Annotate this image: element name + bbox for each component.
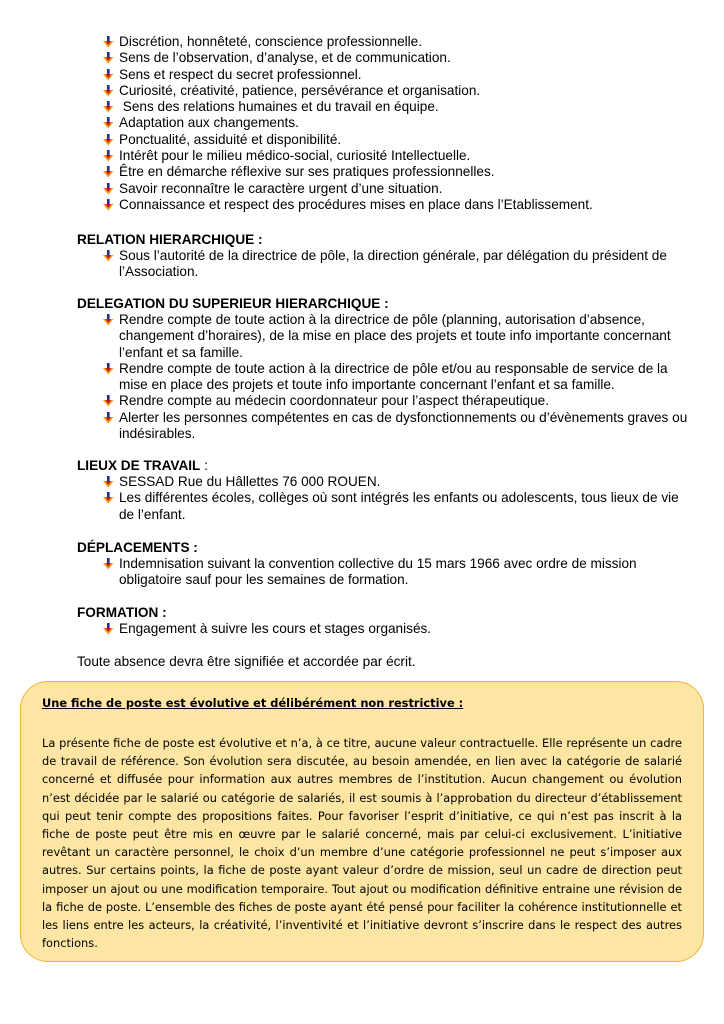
arrow-down-bullet-icon [101,100,115,114]
list-item-text: Ponctualité, assiduité et disponibilité. [119,131,342,147]
section-list [101,556,697,589]
section-heading: FORMATION : [77,605,167,620]
list-item [101,99,701,115]
fiche-box-title: Une fiche de poste est évolutive et délibérément non restrictive : [42,696,464,710]
list-item [101,132,701,148]
list-item [101,67,701,83]
arrow-down-bullet-icon [101,313,115,327]
list-item-text: Sens et respect du secret professionnel. [119,66,362,82]
section-deplacements [77,540,697,589]
list-item [101,197,701,213]
arrow-down-bullet-icon [101,149,115,163]
list-item [101,621,697,637]
arrow-down-bullet-icon [101,557,115,571]
list-item [101,490,697,523]
list-item-text: Alerter les personnes compétentes en cas de dysfonctionnements ou d’évènements graves ou indésirables. [119,409,688,442]
arrow-down-bullet-icon [101,133,115,147]
section-delegation [77,296,697,442]
list-item [101,181,701,197]
list-item [101,248,697,281]
section-relation-hierarchique [77,232,697,281]
arrow-down-bullet-icon [101,51,115,65]
section-heading: DELEGATION DU SUPERIEUR HIERARCHIQUE : [77,296,389,311]
list-item-text: Savoir reconnaître le caractère urgent d’une situation. [119,180,443,196]
arrow-down-bullet-icon [101,35,115,49]
section-heading [77,458,697,474]
arrow-down-bullet-icon [101,68,115,82]
list-item-text: Être en démarche réflexive sur ses pratiques professionnelles. [119,164,495,180]
arrow-down-bullet-icon [101,394,115,408]
list-item [101,361,697,394]
section-heading-suffix: : [200,458,208,473]
section-heading: RELATION HIERARCHIQUE : [77,232,263,247]
section-heading: DÉPLACEMENTS : [77,540,198,555]
list-item-text: Rendre compte de toute action à la directrice de pôle et/ou au responsable de service de la mise en place des projets et toute info importante concernant l’enfant et sa famille. [119,360,668,393]
qualities-list [101,34,701,213]
list-item-text: Engagement à suivre les cours et stages organisés. [119,621,432,636]
arrow-down-bullet-icon [101,84,115,98]
list-item-text: Adaptation aux changements. [119,115,299,131]
list-item-text: Curiosité, créativité, patience, persévérance et organisation. [119,82,481,98]
list-item-text: Rendre compte de toute action à la directrice de pôle (planning, autorisation d’absence, changement d’horaires), de la mise en place des projets et toute info importante concernant l’enfant et sa famille. [119,312,671,360]
list-item-text: Intérêt pour le milieu médico-social, curiosité Intellectuelle. [119,148,471,164]
list-item [101,50,701,66]
list-item-text: Sens des relations humaines et du travail en équipe. [119,99,439,115]
list-item-text: Indemnisation suivant la convention collective du 15 mars 1966 avec ordre de mission obligatoire sauf pour les semaines de formation. [119,556,637,588]
absence-note: Toute absence devra être signifiée et accordée par écrit. [77,654,416,669]
arrow-down-bullet-icon [101,182,115,196]
list-item-text: Sens de l’observation, d’analyse, et de communication. [119,50,451,66]
list-item [101,164,701,180]
section-list [101,312,697,442]
arrow-down-bullet-icon [101,198,115,212]
arrow-down-bullet-icon [101,491,115,505]
arrow-down-bullet-icon [101,475,115,489]
section-lieux-de-travail [77,458,697,523]
arrow-down-bullet-icon [101,622,115,636]
list-item-text: Sous l’autorité de la directrice de pôle, la direction générale, par délégation du président de l’Association. [119,248,667,280]
list-item-text: Connaissance et respect des procédures mises en place dans l’Etablissement. [119,196,593,212]
section-heading-text: LIEUX DE TRAVAIL [77,458,201,473]
list-item [101,148,701,164]
list-item [101,115,701,131]
list-item [101,34,701,50]
arrow-down-bullet-icon [101,249,115,263]
list-item-text: Discrétion, honnêteté, conscience professionnelle. [119,34,423,49]
list-item-text: SESSAD Rue du Hâllettes 76 000 ROUEN. [119,474,381,489]
arrow-down-bullet-icon [101,411,115,425]
section-list [101,621,697,637]
list-item [101,393,697,409]
list-item-text: Rendre compte au médecin coordonnateur pour l’aspect thérapeutique. [119,393,549,409]
arrow-down-bullet-icon [101,165,115,179]
list-item [101,312,697,361]
fiche-box-text: La présente fiche de poste est évolutive et n’a, à ce titre, aucune valeur contractuelle. Elle représente un cadre de travail de référence. Son évolution sera discutée, au besoin amendée, en lien avec la catégorie de salarié concerné et diffusée pour information aux autres membres de l’institution. Aucun changement ou évolution n’est décidée par le salarié ou catégorie de salariés, il est soumis à l’approbation du directeur d’établissement qui peut tenir compte des propositions faites. Pour favoriser l’esprit d’initiative, ce qui n’est pas inscrit à la fiche de poste peut être mis en œuvre par le salarié concerné, mais par celui-ci exclusivement. L’initiative revêtant un caractère personnel, le choix d’un membre d’une catégorie professionnel ne peut s’imposer aux autres. Sur certains points, la fiche de poste ayant valeur d’ordre de mission, seul un cadre de direction peut imposer un ajout ou une modification temporaire. Tout ajout ou modification définitive entraine une révision de la fiche de poste. L’ensemble des fiches de poste ayant été pensé pour faciliter la cohérence institutionnelle et les liens entre les acteurs, la créativité, l’inventivité et l’initiative devront s’inscrire dans le respect des autres fonctions. [42,736,682,951]
list-item [101,410,697,443]
arrow-down-bullet-icon [101,116,115,130]
list-item [101,83,701,99]
list-item [101,556,697,589]
list-item-text: Les différentes écoles, collèges où sont intégrés les enfants ou adolescents, tous lieux de vie de l’enfant. [119,490,679,522]
list-item [101,474,697,490]
arrow-down-bullet-icon [101,362,115,376]
section-formation [77,605,697,637]
section-list [101,248,697,281]
section-list [101,474,697,523]
